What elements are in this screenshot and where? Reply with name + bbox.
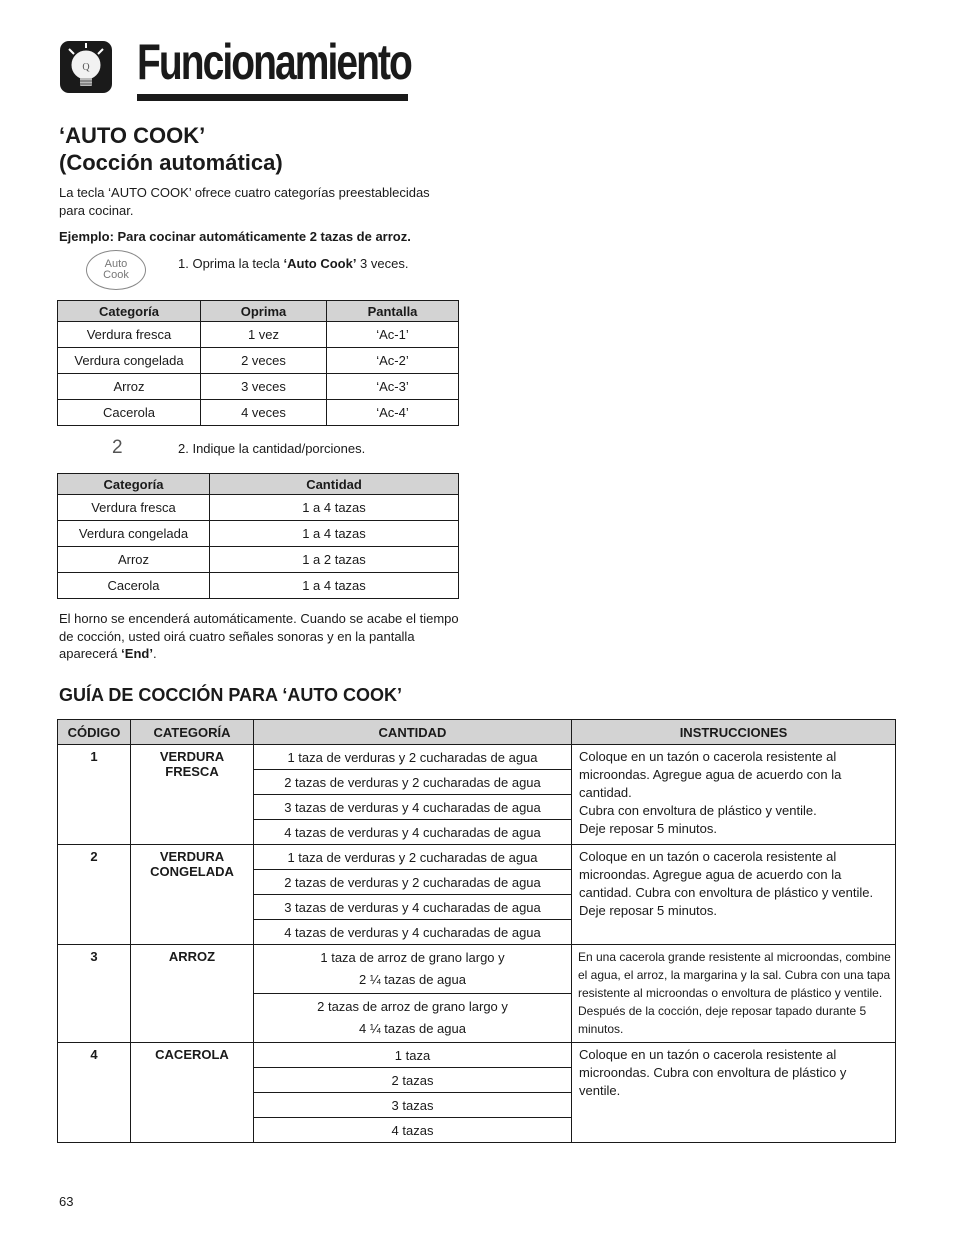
table-row [58, 573, 459, 599]
table-cell: 1 a 4 tazas [210, 521, 459, 547]
cooking-guide-table [57, 719, 896, 1143]
instructions-cell: Coloque en un tazón o cacerola resistente al microondas. Cubra con envoltura de plástico y ventile. [572, 1043, 896, 1143]
instruction-line: Coloque en un tazón o cacerola resistente al microondas. Agregue agua de acuerdo con la cantidad. [579, 749, 842, 800]
quantity-line: 1 taza de arroz de grano largo y [320, 950, 505, 965]
table-cell: ‘Ac-4’ [327, 400, 459, 426]
svg-text:Q: Q [82, 62, 90, 73]
section-heading-line1: ‘AUTO COOK’ [59, 123, 206, 148]
example-text: Ejemplo: Para cocinar automáticamente 2 tazas de arroz. [59, 229, 411, 244]
code-cell: 3 [58, 945, 131, 1043]
section-heading [59, 122, 283, 176]
button-line2: Cook [103, 269, 129, 281]
table-cell: 1 a 4 tazas [210, 573, 459, 599]
column-header: INSTRUCCIONES [572, 720, 896, 745]
completion-text [59, 610, 459, 663]
quantity-cell: 1 taza [254, 1043, 572, 1068]
instructions-cell [572, 845, 896, 945]
instruction-line: Deje reposar 5 minutos. [579, 821, 718, 836]
step1-pre: 1. Oprima la tecla [178, 256, 284, 271]
button-line1: Auto [104, 258, 128, 270]
table-row [58, 845, 896, 870]
page-title: Funcionamiento [137, 34, 411, 90]
code-cell: 2 [58, 845, 131, 945]
instructions-cell [572, 745, 896, 845]
column-header: Oprima [201, 301, 327, 322]
table-cell: ‘Ac-2’ [327, 348, 459, 374]
column-header: CATEGORÍA [131, 720, 254, 745]
completion-post: . [152, 646, 157, 661]
auto-cook-button-illustration [86, 250, 146, 290]
completion-pre: El horno se encenderá automáticamente. Cuando se acabe el tiempo de cocción, usted oirá cuatro señales sonoras y en la pantalla aparecerá [59, 611, 459, 661]
instructions-cell: En una cacerola grande resistente al microondas, combine el agua, el arroz, la margarina y la sal. Cubra con una tapa resistente al microondas o envoltura de plástico y ventile. Después de la cocción, deje reposar tapado durante 5 minutos. [572, 945, 896, 1043]
table-cell: ‘Ac-1’ [327, 322, 459, 348]
table-header-row [58, 301, 459, 322]
category-line: FRESCA [165, 764, 219, 779]
completion-end: ‘End’ [121, 646, 153, 661]
column-header: Cantidad [210, 474, 459, 495]
column-header: Categoría [58, 474, 210, 495]
instruction-line: Cubra con envoltura de plástico y ventile. [579, 803, 817, 818]
column-header: CÓDIGO [58, 720, 131, 745]
quantity-cell [254, 945, 572, 994]
code-cell: 1 [58, 745, 131, 845]
column-header: CANTIDAD [254, 720, 572, 745]
category-cell [131, 745, 254, 845]
category-line: VERDURA [159, 849, 225, 864]
quantity-cell: 4 tazas de verduras y 4 cucharadas de agua [254, 820, 572, 845]
step2-text: 2. Indique la cantidad/porciones. [178, 441, 366, 456]
quantity-cell: 3 tazas de verduras y 4 cucharadas de agua [254, 795, 572, 820]
category-line: CONGELADA [150, 864, 234, 879]
table-cell: 1 a 2 tazas [210, 547, 459, 573]
table-cell: Verdura congelada [58, 521, 210, 547]
table-cell: 3 veces [201, 374, 327, 400]
quantity-cell: 4 tazas de verduras y 4 cucharadas de agua [254, 920, 572, 945]
table-row [58, 322, 459, 348]
table-header-row [58, 720, 896, 745]
table-cell: Arroz [58, 547, 210, 573]
quantity-cell: 1 taza de verduras y 2 cucharadas de agua [254, 845, 572, 870]
category-cell: CACEROLA [131, 1043, 254, 1143]
table-row [58, 348, 459, 374]
quantity-line: 2 ¼ tazas de agua [359, 972, 466, 987]
quantity-table [57, 473, 459, 599]
table-cell: Verdura fresca [58, 495, 210, 521]
quantity-cell: 2 tazas [254, 1068, 572, 1093]
column-header: Categoría [58, 301, 201, 322]
quantity-line: 4 ¼ tazas de agua [359, 1021, 466, 1036]
quantity-cell: 2 tazas de verduras y 2 cucharadas de agua [254, 870, 572, 895]
table-cell: 1 vez [201, 322, 327, 348]
category-cell: ARROZ [131, 945, 254, 1043]
page-number: 63 [59, 1194, 74, 1209]
table-cell: Verdura congelada [58, 348, 201, 374]
table-cell: Cacerola [58, 400, 201, 426]
table-cell: 4 veces [201, 400, 327, 426]
quantity-line: 2 tazas de arroz de grano largo y [317, 999, 508, 1014]
section-heading-line2: (Cocción automática) [59, 150, 283, 175]
table-row [58, 945, 896, 994]
table-cell: 2 veces [201, 348, 327, 374]
category-line: VERDURA [159, 749, 225, 764]
table-row [58, 745, 896, 770]
title-rule [137, 94, 408, 101]
table-cell: Arroz [58, 374, 201, 400]
code-cell: 4 [58, 1043, 131, 1143]
category-cell [131, 845, 254, 945]
step1-text [178, 256, 408, 271]
table-row [58, 547, 459, 573]
quantity-cell [254, 994, 572, 1043]
table-cell: 1 a 4 tazas [210, 495, 459, 521]
step1-key: ‘Auto Cook’ [283, 256, 357, 271]
table-cell: ‘Ac-3’ [327, 374, 459, 400]
table-row [58, 400, 459, 426]
table-header-row [58, 474, 459, 495]
column-header: Pantalla [327, 301, 459, 322]
quantity-cell: 2 tazas de verduras y 2 cucharadas de agua [254, 770, 572, 795]
table-row [58, 374, 459, 400]
step1-post: 3 veces. [356, 256, 409, 271]
quantity-cell: 3 tazas [254, 1093, 572, 1118]
quantity-cell: 1 taza de verduras y 2 cucharadas de agua [254, 745, 572, 770]
table-row [58, 1043, 896, 1068]
table-cell: Cacerola [58, 573, 210, 599]
table-cell: Verdura fresca [58, 322, 201, 348]
guide-heading: GUÍA DE COCCIÓN PARA ‘AUTO COOK’ [59, 685, 403, 705]
step2-number: 2 [112, 437, 123, 458]
press-table [57, 300, 459, 426]
quantity-cell: 3 tazas de verduras y 4 cucharadas de agua [254, 895, 572, 920]
quantity-cell: 4 tazas [254, 1118, 572, 1143]
table-row [58, 495, 459, 521]
lightbulb-icon [59, 40, 113, 94]
table-row [58, 521, 459, 547]
intro-text: La tecla ‘AUTO COOK’ ofrece cuatro categorías preestablecidas para cocinar. [59, 185, 430, 218]
instruction-line: Coloque en un tazón o cacerola resistente al microondas. Agregue agua de acuerdo con la cantidad. Cubra con envoltura de plástico y ventile. [579, 849, 874, 900]
instruction-line: Deje reposar 5 minutos. [579, 903, 718, 918]
